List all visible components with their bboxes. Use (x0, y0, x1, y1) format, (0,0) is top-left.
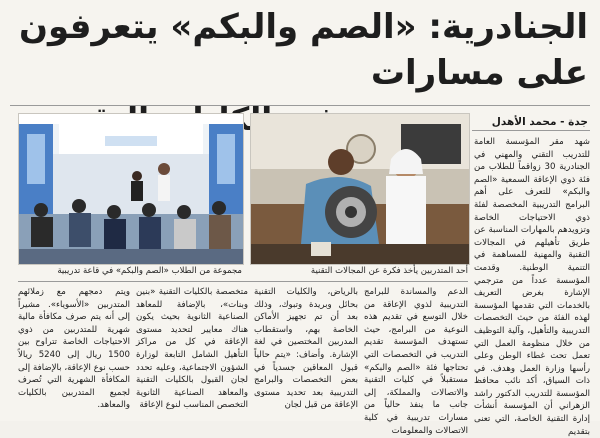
article-column-3: بالرياض، والكليات التقنية بحائل وبريدة وتبوك، وذلك بعد أن تم تجهيز الأماكن الخاصة بهم، واستقطاب المدربين المختصين في لغة الإشارة. وأضاف: «يتم حالياً قبول المعاقين جسدياً في بعض التخصصات والبرامج التدريبية بعد تحديد مستوى الإعاقة من قبل لجان (254, 287, 358, 411)
trainee-photo (250, 113, 470, 265)
headline-line-1: الجنادرية: «الصم والبكم» يتعرفون على مسارات (18, 7, 588, 93)
article-column-5: ويتم دمجهم مع زملائهم المتدربين «الأسوياء». مشيراً إلى أنه يتم صرف مكافأة مالية شهرية للمتدربين من ذوي الاحتياجات الخاصة تتراوح بين 1500 ريال إلى 5240 ريالاً حسب نوع الإعاقة، بالإضافة إلى المكافأة الشهرية التي تُصرف لجميع المتدربين بالكليات والمعاهد. (18, 287, 130, 411)
headline-divider (10, 105, 590, 106)
classroom-photo-caption: مجموعة من الطلاب «الصم والبكم» في قاعة تدريبية (57, 266, 242, 276)
article-byline: جدة - محمد الأهدل (491, 116, 588, 128)
article-column-1: شهد مقر المؤسسة العامة للتدريب التقني والمهني في الجنادرية 30 زواقماً للطلاب من فئة ذوي الإعاقة السمعية «الصم والبكم» للتعرف على أهم البرامج التدريبية المخصصة لفئة ذوي الاحتياجات الخاصة وتزويدهم بالمهارات المناسبة عن طريق تأهيلهم في المجالات التقنية والمهنية للمساهمة في التنمية الوطنية. وقدمت المؤسسة عدداً من مترجمي الإشارة بغرض التعريف بالخدمات التي تقدمها المؤسسة لهذه الفئة من حيث التخصصات التدريبية والتأهيل، وآلية التوظيف من خلال منظومة العمل التي تعمل تحت غطاء الوطن وعلى رأسها وزارة العمل وهدف. في ذات السياق، أكد نائب محافظ المؤسسة للتدريب الدكتور راشد الزهراني أن المؤسسة أنشأت إدارة التقنية الخاصة، التي تعنى بتقديم (474, 137, 590, 437)
trainee-photo-caption: أحد المتدربين يأخذ فكرة عن المجالات التقنية (310, 266, 468, 276)
article-column-2: الدعم والمساندة للبرامج التدريبية لذوي الإعاقة من خلال التوسع في تقديم هذه النوعية من البرامج، حيث تستهدف المؤسسة تقديم التدريب في التخصصات التي تحتاجها فئة «الصم والبكم» مستقبلاً في كليات التقنية والاتصالات والمملكة، إلى جانب ما ينفذ حالياً من مسارات تدريبية في كلية الاتصالات والمعلومات (364, 287, 468, 436)
article-column-4: متخصصة بالكليات التقنية «بنين وبنات»، بالإضافة للمعاهد الصناعية الثانوية بحيث يكون هناك معايير لتحديد مستوى الإعاقة في كل من مراكز التأهيل الشامل التابعة لوزارة الشؤون الاجتماعية، وعليه تحدد لجان القبول بالكليات التقنية والمعاهد الصناعية الثانوية التخصص المناسب لنوع الإعاقة (136, 287, 248, 411)
classroom-photo (18, 113, 244, 265)
caption-divider (18, 281, 468, 282)
byline-divider (472, 130, 590, 131)
